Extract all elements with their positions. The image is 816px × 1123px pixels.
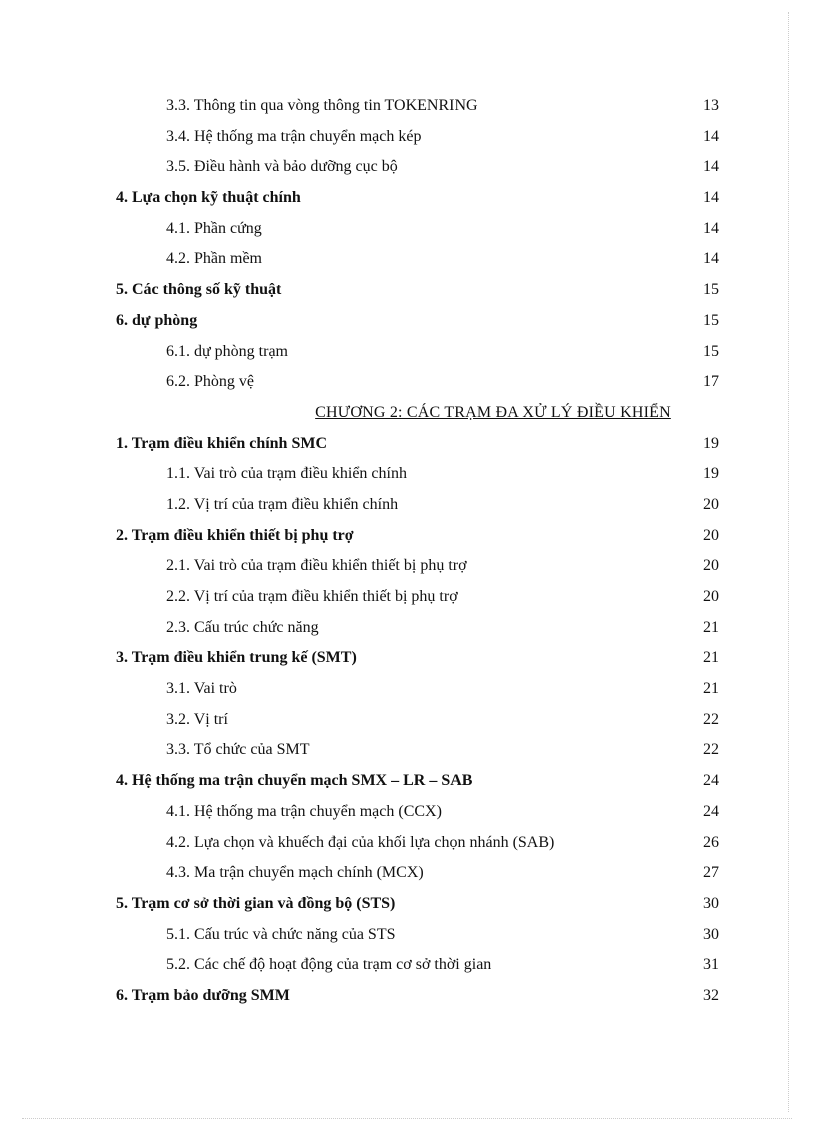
toc-entry-page: 20 (703, 557, 719, 575)
toc-section (0, 643, 816, 674)
toc-entry-page: 14 (703, 219, 719, 237)
toc-entry (0, 920, 816, 951)
toc-entry-label: 4.1. Hệ thống ma trận chuyển mạch (CCX) (166, 802, 442, 820)
toc-section-label: 4. Lựa chọn kỹ thuật chính (116, 189, 301, 207)
toc-section (0, 306, 816, 337)
toc-entry-label: 5.1. Cấu trúc và chức năng của STS (166, 925, 396, 943)
toc-entry (0, 950, 816, 981)
toc-entry-label: 4.3. Ma trận chuyển mạch chính (MCX) (166, 864, 424, 882)
toc-entry-page: 19 (703, 465, 719, 483)
toc-entry-page: 30 (703, 894, 719, 912)
toc-entry-page: 14 (703, 189, 719, 207)
toc-entry (0, 582, 816, 613)
toc-entry (0, 367, 816, 398)
toc-entry-page: 24 (703, 772, 719, 790)
toc-entry-label: 3.2. Vị trí (166, 710, 228, 728)
toc-section-label: 6. Trạm bảo dưỡng SMM (116, 986, 290, 1004)
page-border-bottom (22, 1118, 792, 1119)
chapter-heading (0, 398, 816, 429)
toc-entry-label: 6.1. dự phòng trạm (166, 342, 288, 360)
toc-entry (0, 490, 816, 521)
toc-entry-label: 2.1. Vai trò của trạm điều khiển thiết bị phụ trợ (166, 557, 467, 575)
toc-entry-label: 5.2. Các chế độ hoạt động của trạm cơ sở thời gian (166, 956, 492, 974)
toc-entry-page: 14 (703, 158, 719, 176)
toc-section-label: 1. Trạm điều khiển chính SMC (116, 434, 328, 452)
toc-entry-page: 20 (703, 526, 719, 544)
toc-entry-label: 3.3. Thông tin qua vòng thông tin TOKENRING (166, 97, 478, 114)
toc-section-label: 4. Hệ thống ma trận chuyển mạch SMX – LR – SAB (116, 772, 473, 790)
toc-section-label: 6. dự phòng (116, 311, 198, 329)
toc-entry-page: 13 (703, 97, 719, 114)
toc-entry-label: 1.2. Vị trí của trạm điều khiển chính (166, 495, 399, 513)
toc-entry (0, 551, 816, 582)
toc-entry (0, 705, 816, 736)
toc-entry-page: 20 (703, 495, 719, 513)
toc-entry-page: 22 (703, 741, 719, 759)
toc-entry (0, 459, 816, 490)
chapter-title: CHƯƠNG 2: CÁC TRẠM ĐA XỬ LÝ ĐIỀU KHIỂN (315, 403, 671, 421)
toc-entry (0, 244, 816, 275)
toc-section (0, 981, 816, 1012)
toc-entry (0, 122, 816, 153)
toc-entry-label: 3.4. Hệ thống ma trận chuyển mạch kép (166, 127, 422, 145)
toc-entry-page: 17 (703, 373, 719, 391)
toc-entry-label: 4.1. Phần cứng (166, 219, 262, 237)
toc-entry-page: 24 (703, 802, 719, 820)
toc-entry-page: 19 (703, 434, 719, 452)
toc-entry (0, 91, 816, 122)
toc-entry-label: 2.2. Vị trí của trạm điều khiển thiết bị phụ trợ (166, 588, 458, 605)
toc-section (0, 183, 816, 214)
toc-entry-page: 31 (703, 956, 719, 974)
toc-entry-page: 21 (703, 680, 719, 698)
toc-section (0, 429, 816, 460)
toc-section-label: 5. Trạm cơ sở thời gian và đồng bộ (STS) (116, 894, 396, 912)
toc-entry (0, 152, 816, 183)
toc-section-label: 5. Các thông số kỹ thuật (116, 281, 282, 299)
toc-section (0, 521, 816, 552)
toc-entry-page: 32 (703, 986, 719, 1004)
toc-entry (0, 214, 816, 245)
toc-section (0, 766, 816, 797)
toc-entry-page: 30 (703, 925, 719, 943)
toc-entry-label: 3.3. Tổ chức của SMT (166, 741, 310, 759)
toc-entry-label: 4.2. Phần mềm (166, 250, 262, 268)
toc-entry (0, 337, 816, 368)
toc-entry-label: 3.1. Vai trò (166, 680, 237, 698)
toc-entry-page: 26 (703, 833, 719, 851)
toc-entry-label: 4.2. Lựa chọn và khuếch đại của khối lựa chọn nhánh (SAB) (166, 833, 555, 851)
toc-entry-page: 27 (703, 864, 719, 882)
toc-section (0, 889, 816, 920)
toc-entry-page: 22 (703, 710, 719, 728)
toc-entry-page: 15 (703, 281, 719, 299)
toc-entry-label: 3.5. Điều hành và bảo dưỡng cục bộ (166, 158, 398, 176)
toc-entry (0, 858, 816, 889)
toc-entry (0, 674, 816, 705)
toc-section (0, 275, 816, 306)
toc-entry-page: 20 (703, 588, 719, 605)
toc-entry-page: 21 (703, 649, 719, 667)
toc-section-label: 2. Trạm điều khiển thiết bị phụ trợ (116, 526, 354, 544)
toc-entry-page: 14 (703, 250, 719, 268)
toc-entry-page: 21 (703, 618, 719, 636)
toc-entry-page: 15 (703, 311, 719, 329)
toc-entry-page: 14 (703, 127, 719, 145)
toc-section-label: 3. Trạm điều khiển trung kế (SMT) (116, 649, 357, 667)
toc-entry-label: 6.2. Phòng vệ (166, 373, 254, 391)
toc-entry-page: 15 (703, 342, 719, 360)
toc-entry-label: 1.1. Vai trò của trạm điều khiển chính (166, 465, 407, 483)
toc-entry (0, 613, 816, 644)
toc-entry (0, 735, 816, 766)
toc-entry (0, 797, 816, 828)
toc-entry (0, 828, 816, 859)
toc-entry-label: 2.3. Cấu trúc chức năng (166, 618, 319, 636)
table-of-contents (0, 91, 816, 1012)
